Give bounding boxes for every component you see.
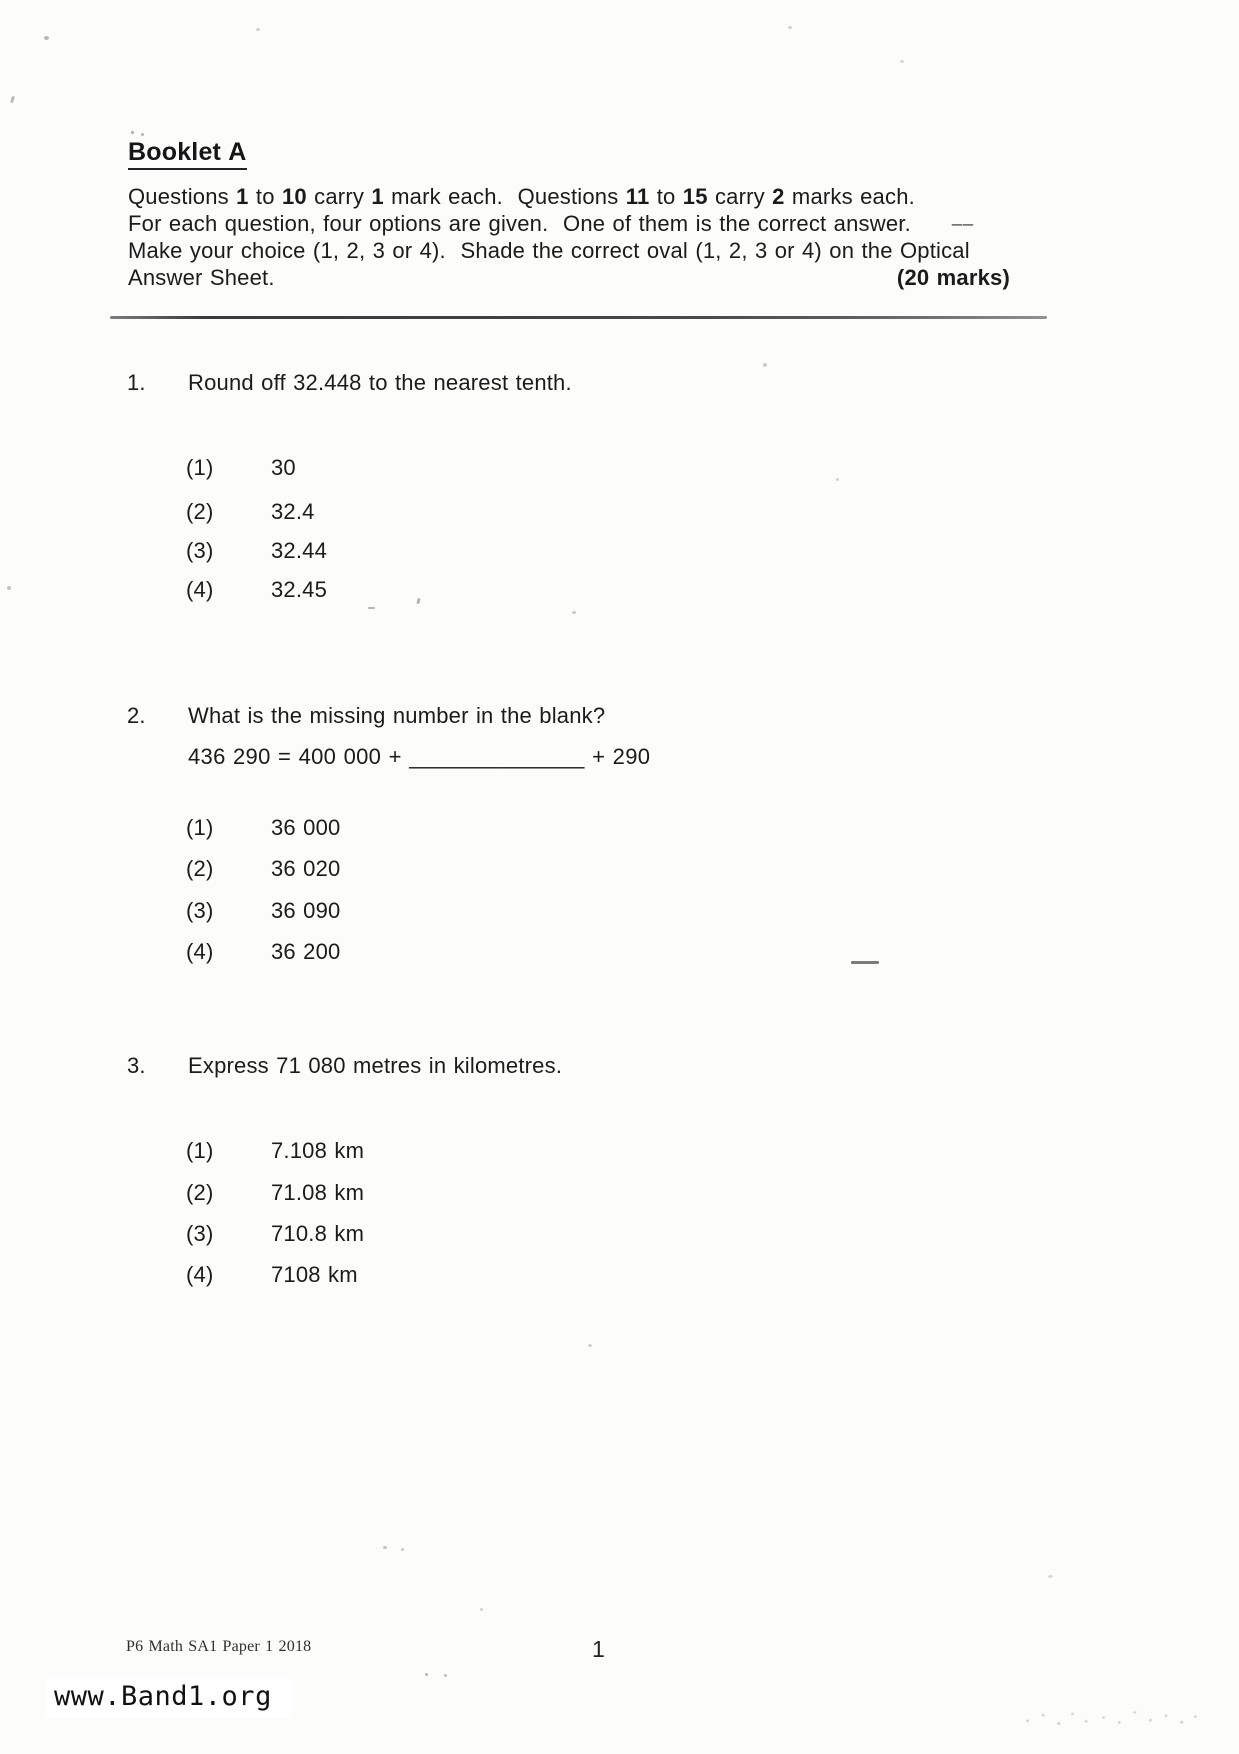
scan-speck <box>256 28 260 31</box>
marks-label: (20 marks) <box>896 265 1010 290</box>
instructions-line-3: Make your choice (1, 2, 3 or 4). Shade the correct oval (1, 2, 3 or 4) on the Optical <box>128 238 970 263</box>
scan-speck <box>425 1673 428 1676</box>
question-2-option-2 <box>186 856 341 882</box>
question-2-option-3 <box>186 898 341 924</box>
footer-page-number: 1 <box>592 1636 605 1662</box>
option-label: (3) <box>186 898 214 923</box>
scan-speck <box>572 611 576 614</box>
option-value: 36 020 <box>271 856 341 881</box>
option-value: 71.08 km <box>271 1180 365 1205</box>
question-3-option-2 <box>186 1180 364 1206</box>
instructions-line-4 <box>128 264 1010 291</box>
option-label: (2) <box>186 856 214 881</box>
scan-speck <box>7 586 11 590</box>
question-1-option-2 <box>186 499 315 525</box>
option-label: (1) <box>186 1138 214 1163</box>
option-label: (4) <box>186 939 214 964</box>
option-value: 7108 km <box>271 1262 358 1287</box>
question-2-text: What is the missing number in the blank? <box>188 703 606 728</box>
question-1-number: 1. <box>127 370 146 395</box>
option-label: (4) <box>186 1262 214 1287</box>
option-label: (1) <box>186 455 214 480</box>
question-2-number: 2. <box>127 703 146 728</box>
scan-speck <box>900 60 904 63</box>
question-3-text: Express 71 080 metres in kilometres. <box>188 1053 563 1078</box>
scan-speck <box>10 96 15 104</box>
section-divider <box>110 316 1047 319</box>
scan-speck <box>1048 1575 1053 1578</box>
page-title: Booklet A <box>128 138 247 170</box>
question-3-number: 3. <box>127 1053 146 1078</box>
question-2-option-4 <box>186 939 341 965</box>
scan-stray-mark: __ <box>952 206 975 226</box>
question-2-option-1 <box>186 815 341 841</box>
option-label: (1) <box>186 815 214 840</box>
option-value: 32.4 <box>271 499 315 524</box>
option-value: 32.45 <box>271 577 328 602</box>
scan-speck <box>416 598 420 605</box>
scan-speck <box>588 1344 592 1347</box>
scan-speck <box>763 363 767 367</box>
scan-speck <box>480 1608 483 1611</box>
question-1-option-4 <box>186 577 327 603</box>
scan-smudge <box>1012 1704 1207 1732</box>
footer-document-title: P6 Math SA1 Paper 1 2018 <box>126 1638 312 1655</box>
question-1-option-3 <box>186 538 327 564</box>
scan-speck <box>44 36 49 40</box>
option-label: (3) <box>186 538 214 563</box>
watermark-url: www.Band1.org <box>46 1678 292 1718</box>
scan-dash-artifact <box>851 961 879 964</box>
instructions-line-2: For each question, four options are given. One of them is the correct answer. <box>128 211 911 236</box>
scan-speck <box>131 131 134 134</box>
question-3-option-1 <box>186 1138 364 1164</box>
question-1-text: Round off 32.448 to the nearest tenth. <box>188 370 572 395</box>
scan-speck <box>444 1674 447 1677</box>
scan-speck <box>788 26 792 29</box>
scan-speck <box>401 1548 404 1551</box>
option-value: 710.8 km <box>271 1221 365 1246</box>
question-2 <box>127 703 605 729</box>
option-label: (2) <box>186 499 214 524</box>
scan-speck <box>141 133 144 136</box>
option-value: 36 000 <box>271 815 341 840</box>
option-label: (4) <box>186 577 214 602</box>
question-3-option-4 <box>186 1262 358 1288</box>
option-value: 32.44 <box>271 538 328 563</box>
option-value: 30 <box>271 455 296 480</box>
instructions-line-1: Questions 1 to 10 carry 1 mark each. Questions 11 to 15 carry 2 marks each. <box>128 184 915 209</box>
instructions-line-4-text: Answer Sheet. <box>128 265 275 290</box>
question-1-option-1 <box>186 455 296 481</box>
option-label: (2) <box>186 1180 214 1205</box>
question-1 <box>127 370 572 396</box>
scan-speck <box>836 478 839 481</box>
option-value: 7.108 km <box>271 1138 365 1163</box>
option-label: (3) <box>186 1221 214 1246</box>
option-value: 36 200 <box>271 939 341 964</box>
scan-speck <box>368 607 375 609</box>
question-3 <box>127 1053 562 1079</box>
question-2-equation: 436 290 = 400 000 + ______________ + 290 <box>188 744 651 769</box>
scan-speck <box>383 1546 387 1549</box>
instructions-block <box>128 183 1010 291</box>
option-value: 36 090 <box>271 898 341 923</box>
question-3-option-3 <box>186 1221 364 1247</box>
